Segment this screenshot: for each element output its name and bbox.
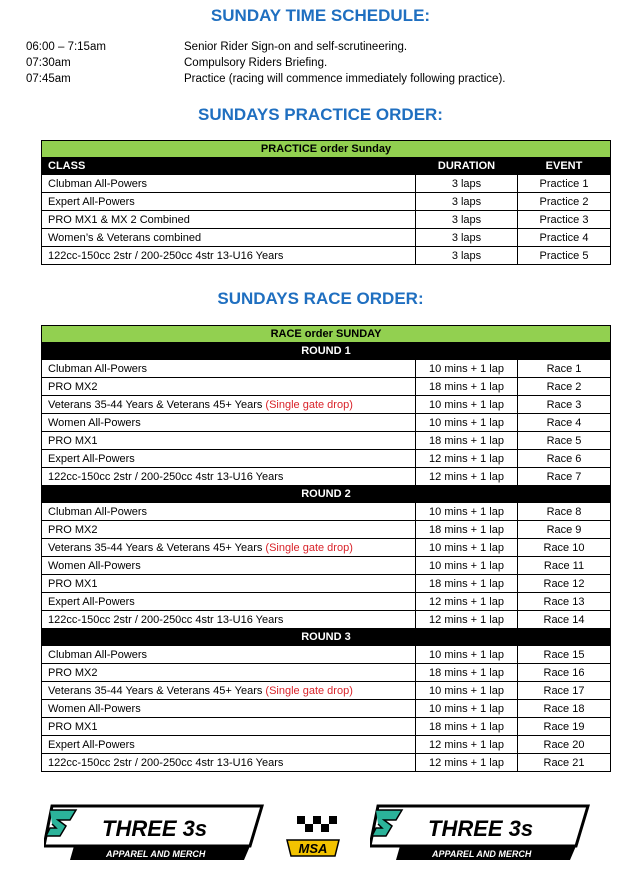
event-header: EVENT [518, 158, 611, 175]
gate-drop-note: (Single gate drop) [265, 398, 353, 411]
class-text: Veterans 35-44 Years & Veterans 45+ Years [48, 541, 266, 554]
duration-cell: 18 mins + 1 lap [416, 378, 518, 396]
class-text: 122cc-150cc 2str / 200-250cc 4str 13-U16 Years [48, 470, 284, 483]
duration-cell: 3 laps [416, 193, 518, 211]
class-text: Expert All-Powers [48, 738, 135, 751]
duration-cell: 12 mins + 1 lap [416, 754, 518, 772]
duration-cell: 18 mins + 1 lap [416, 432, 518, 450]
class-cell [42, 700, 416, 718]
duration-cell: 12 mins + 1 lap [416, 611, 518, 629]
duration-cell: 3 laps [416, 211, 518, 229]
race-title: SUNDAYS RACE ORDER: [217, 289, 424, 308]
event-cell: Race 9 [518, 521, 611, 539]
event-cell: Race 16 [518, 664, 611, 682]
duration-cell: 12 mins + 1 lap [416, 468, 518, 486]
class-text: Expert All-Powers [48, 595, 135, 608]
class-cell [42, 736, 416, 754]
table-row [42, 468, 611, 486]
event-cell: Race 11 [518, 557, 611, 575]
table-row [42, 175, 611, 193]
duration-cell: 18 mins + 1 lap [416, 664, 518, 682]
duration-cell: 10 mins + 1 lap [416, 414, 518, 432]
schedule-title: SUNDAY TIME SCHEDULE: [210, 6, 431, 25]
table-row [42, 450, 611, 468]
round-header-row [42, 629, 611, 646]
table-row [42, 360, 611, 378]
practice-table-title-row [42, 141, 611, 158]
class-cell [42, 378, 416, 396]
table-row [42, 664, 611, 682]
msa-text: MSA [298, 841, 328, 856]
event-cell: Race 21 [518, 754, 611, 772]
footer-logos [0, 800, 641, 880]
practice-header-row [42, 158, 611, 175]
table-row [42, 521, 611, 539]
race-table [41, 325, 611, 772]
duration-cell: 18 mins + 1 lap [416, 718, 518, 736]
class-text: PRO MX1 [48, 577, 98, 590]
event-cell: Race 10 [518, 539, 611, 557]
class-text: Clubman All-Powers [48, 362, 148, 375]
class-text: Clubman All-Powers [48, 648, 148, 661]
round-label: ROUND 2 [42, 486, 611, 503]
duration-cell: 10 mins + 1 lap [416, 700, 518, 718]
duration-cell: 3 laps [416, 247, 518, 265]
event-cell: Practice 3 [518, 211, 611, 229]
class-text: PRO MX2 [48, 523, 98, 536]
class-cell: 122cc-150cc 2str / 200-250cc 4str 13-U16 Years [42, 247, 416, 265]
class-cell [42, 718, 416, 736]
table-row [42, 396, 611, 414]
table-row [42, 557, 611, 575]
class-text: PRO MX2 [48, 666, 98, 679]
duration-cell: 10 mins + 1 lap [416, 503, 518, 521]
class-cell [42, 575, 416, 593]
event-cell: Race 14 [518, 611, 611, 629]
class-text: PRO MX1 [48, 434, 98, 447]
duration-cell: 12 mins + 1 lap [416, 450, 518, 468]
schedule-time: 07:45am [26, 73, 71, 85]
duration-cell: 10 mins + 1 lap [416, 682, 518, 700]
duration-cell: 10 mins + 1 lap [416, 360, 518, 378]
duration-cell: 12 mins + 1 lap [416, 736, 518, 754]
schedule-desc: Practice (racing will commence immediately following practice). [184, 73, 506, 85]
event-cell: Race 5 [518, 432, 611, 450]
table-row [42, 700, 611, 718]
table-row [42, 646, 611, 664]
class-cell [42, 682, 416, 700]
brand-name: THREE 3s [102, 816, 208, 841]
class-cell: Expert All-Powers [42, 193, 416, 211]
round-label: ROUND 1 [42, 343, 611, 360]
table-row [42, 754, 611, 772]
brand-sub: APPAREL AND MERCH [106, 849, 206, 859]
table-row [42, 432, 611, 450]
table-row [42, 539, 611, 557]
event-cell: Race 7 [518, 468, 611, 486]
practice-title: SUNDAYS PRACTICE ORDER: [198, 105, 443, 124]
table-row [42, 736, 611, 754]
race-table-title-row [42, 326, 611, 343]
table-row [42, 378, 611, 396]
race-table-title: RACE order SUNDAY [42, 326, 611, 343]
class-cell [42, 503, 416, 521]
three-3s-logo-left [44, 802, 264, 864]
class-cell [42, 646, 416, 664]
msa-logo [283, 810, 343, 862]
table-row [42, 611, 611, 629]
event-cell: Race 2 [518, 378, 611, 396]
practice-table-title: PRACTICE order Sunday [42, 141, 611, 158]
class-text: PRO MX1 [48, 720, 98, 733]
class-cell [42, 414, 416, 432]
event-cell: Race 6 [518, 450, 611, 468]
event-cell: Race 13 [518, 593, 611, 611]
class-text: PRO MX2 [48, 380, 98, 393]
class-text: Women All-Powers [48, 416, 141, 429]
gate-drop-note: (Single gate drop) [265, 684, 353, 697]
event-cell: Race 17 [518, 682, 611, 700]
event-cell: Practice 1 [518, 175, 611, 193]
schedule-time: 06:00 – 7:15am [26, 41, 106, 53]
class-text: Women All-Powers [48, 559, 141, 572]
class-text: Clubman All-Powers [48, 505, 148, 518]
table-row [42, 193, 611, 211]
class-text: Expert All-Powers [48, 452, 135, 465]
duration-cell: 12 mins + 1 lap [416, 593, 518, 611]
duration-cell: 3 laps [416, 175, 518, 193]
table-row [42, 503, 611, 521]
duration-cell: 10 mins + 1 lap [416, 539, 518, 557]
class-text: 122cc-150cc 2str / 200-250cc 4str 13-U16 Years [48, 756, 284, 769]
event-cell: Practice 2 [518, 193, 611, 211]
duration-cell: 18 mins + 1 lap [416, 575, 518, 593]
event-cell: Race 1 [518, 360, 611, 378]
brand-sub: APPAREL AND MERCH [432, 849, 532, 859]
event-cell: Race 18 [518, 700, 611, 718]
table-row [42, 247, 611, 265]
class-cell [42, 611, 416, 629]
event-cell: Race 4 [518, 414, 611, 432]
class-cell [42, 521, 416, 539]
class-cell [42, 432, 416, 450]
table-row [42, 211, 611, 229]
class-cell: PRO MX1 & MX 2 Combined [42, 211, 416, 229]
class-cell [42, 396, 416, 414]
duration-cell: 18 mins + 1 lap [416, 521, 518, 539]
table-row [42, 229, 611, 247]
class-cell: Clubman All-Powers [42, 175, 416, 193]
schedule-desc: Senior Rider Sign-on and self-scrutineering. [184, 41, 408, 53]
round-header-row [42, 486, 611, 503]
class-cell [42, 664, 416, 682]
class-cell [42, 450, 416, 468]
class-cell: Women’s & Veterans combined [42, 229, 416, 247]
event-cell: Race 15 [518, 646, 611, 664]
three-3s-logo-right [370, 802, 590, 864]
table-row [42, 593, 611, 611]
duration-cell: 10 mins + 1 lap [416, 396, 518, 414]
class-text: Women All-Powers [48, 702, 141, 715]
schedule-time: 07:30am [26, 57, 71, 69]
gate-drop-note: (Single gate drop) [265, 541, 353, 554]
table-row [42, 575, 611, 593]
class-cell [42, 754, 416, 772]
event-cell: Race 12 [518, 575, 611, 593]
event-cell: Race 8 [518, 503, 611, 521]
class-cell [42, 360, 416, 378]
event-cell: Race 19 [518, 718, 611, 736]
class-text: Veterans 35-44 Years & Veterans 45+ Years [48, 398, 266, 411]
brand-name: THREE 3s [428, 816, 534, 841]
table-row [42, 718, 611, 736]
class-cell [42, 468, 416, 486]
round-header-row [42, 343, 611, 360]
class-cell [42, 557, 416, 575]
class-cell [42, 593, 416, 611]
class-text: Veterans 35-44 Years & Veterans 45+ Years [48, 684, 266, 697]
event-cell: Practice 4 [518, 229, 611, 247]
duration-cell: 10 mins + 1 lap [416, 646, 518, 664]
event-cell: Race 20 [518, 736, 611, 754]
event-cell: Practice 5 [518, 247, 611, 265]
class-cell [42, 539, 416, 557]
duration-cell: 10 mins + 1 lap [416, 557, 518, 575]
table-row [42, 414, 611, 432]
round-label: ROUND 3 [42, 629, 611, 646]
class-text: 122cc-150cc 2str / 200-250cc 4str 13-U16 Years [48, 613, 284, 626]
duration-header: DURATION [416, 158, 518, 175]
class-header: CLASS [42, 158, 416, 175]
practice-table [41, 140, 611, 265]
event-cell: Race 3 [518, 396, 611, 414]
duration-cell: 3 laps [416, 229, 518, 247]
table-row [42, 682, 611, 700]
schedule-desc: Compulsory Riders Briefing. [184, 57, 328, 69]
